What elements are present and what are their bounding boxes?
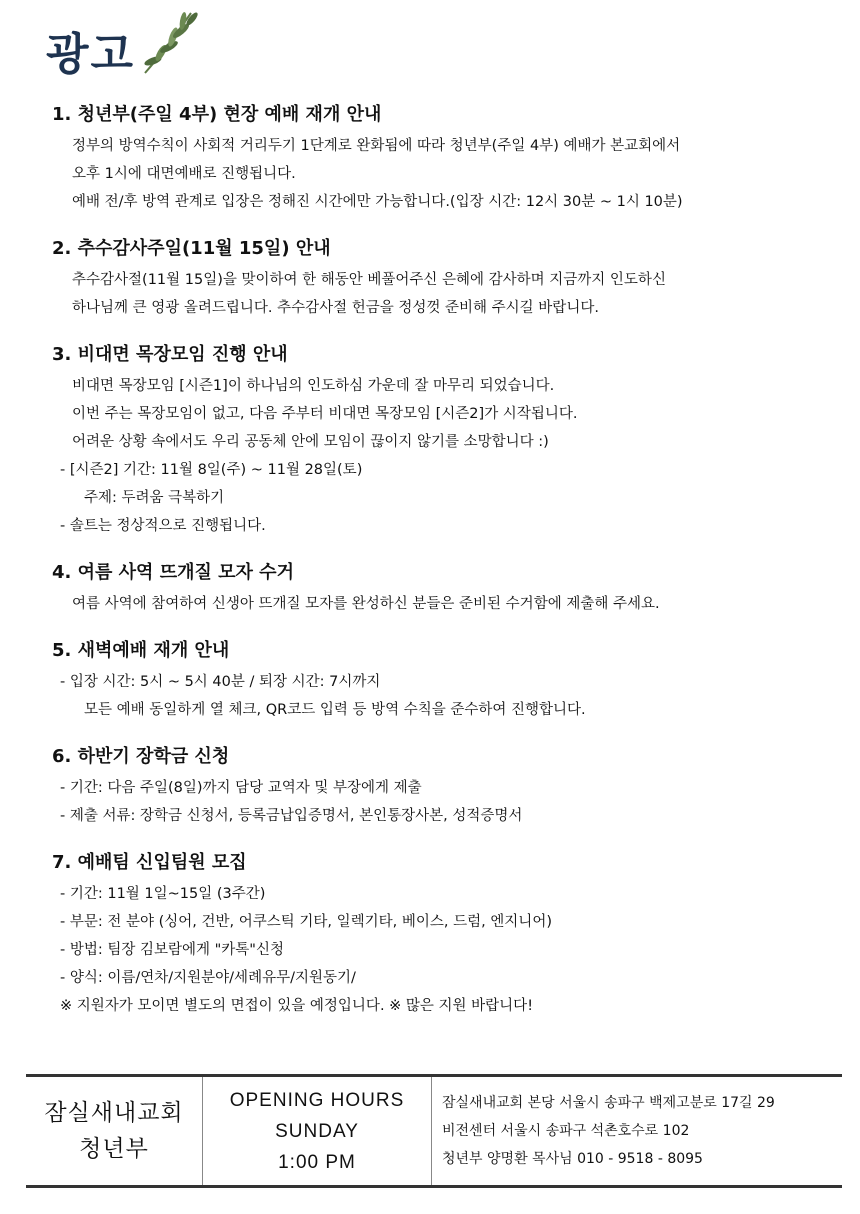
announcement-5 — [52, 636, 842, 724]
section-bullet: - [시즌2] 기간: 11월 8일(주) ~ 11월 28일(토) — [60, 462, 363, 478]
section-text: 어려운 상황 속에서도 우리 공동체 안에 모임이 끊이지 않기를 소망합니다 :) — [72, 434, 549, 450]
footer-contact — [432, 1077, 775, 1185]
contact-phone: 청년부 양명환 목사님 010 - 9518 - 8095 — [442, 1151, 703, 1167]
section-title: 1. 청년부(주일 4부) 현장 예배 재개 안내 — [52, 104, 382, 125]
section-text: 여름 사역에 참여하여 신생아 뜨개질 모자를 완성하신 분들은 준비된 수거함에 제출해 주세요. — [72, 596, 660, 612]
section-text: 이번 주는 목장모임이 없고, 다음 주부터 비대면 목장모임 [시즌2]가 시작됩니다. — [72, 406, 578, 422]
section-bullet: - 양식: 이름/연차/지원분야/세례유무/지원동기/ — [60, 970, 356, 986]
section-text: 예배 전/후 방역 관계로 입장은 정해진 시간에만 가능합니다.(입장 시간: 12시 30분 ~ 1시 10분) — [72, 194, 683, 210]
section-title: 5. 새벽예배 재개 안내 — [52, 640, 230, 661]
address-main: 잠실새내교회 본당 서울시 송파구 백제고분로 17길 29 — [442, 1095, 775, 1111]
section-title: 2. 추수감사주일(11월 15일) 안내 — [52, 238, 331, 259]
announcement-1 — [52, 100, 842, 216]
address-vision-center: 비전센터 서울시 송파구 석촌호수로 102 — [442, 1123, 690, 1139]
department-name: 청년부 — [79, 1136, 149, 1162]
announcement-2 — [52, 234, 842, 322]
section-bullet: 주제: 두려움 극복하기 — [84, 490, 225, 506]
church-name: 잠실새내교회 — [44, 1100, 184, 1126]
header — [46, 10, 203, 90]
section-note: ※ 지원자가 모이면 별도의 면접이 있을 예정입니다. ※ 많은 지원 바랍니다! — [60, 998, 534, 1014]
announcement-4 — [52, 558, 842, 618]
page-title: 광고 — [46, 29, 136, 80]
section-text: 추수감사절(11월 15일)을 맞이하여 한 해동안 베풀어주신 은혜에 감사하며 지금까지 인도하신 — [72, 272, 666, 288]
hours-time: 1:00 PM — [278, 1151, 356, 1173]
section-bullet: - 부문: 전 분야 (싱어, 건반, 어쿠스틱 기타, 일렉기타, 베이스, 드럼, 엔지니어) — [60, 914, 552, 930]
announcement-6 — [52, 742, 842, 830]
footer — [26, 1074, 842, 1188]
section-title: 3. 비대면 목장모임 진행 안내 — [52, 344, 288, 365]
section-bullet: - 입장 시간: 5시 ~ 5시 40분 / 퇴장 시간: 7시까지 — [60, 674, 381, 690]
section-text: 비대면 목장모임 [시즌1]이 하나님의 인도하심 가운데 잘 마무리 되었습니다. — [72, 378, 555, 394]
section-bullet: - 솔트는 정상적으로 진행됩니다. — [60, 518, 266, 534]
section-title: 4. 여름 사역 뜨개질 모자 수거 — [52, 562, 294, 583]
announcement-3 — [52, 340, 842, 540]
section-title: 7. 예배팀 신입팀원 모집 — [52, 852, 247, 873]
hours-day: SUNDAY — [275, 1120, 359, 1142]
announcement-7 — [52, 848, 842, 1020]
section-bullet: - 방법: 팀장 김보람에게 "카톡"신청 — [60, 942, 284, 958]
footer-hours — [203, 1077, 432, 1185]
announcement-list — [52, 100, 842, 1038]
section-bullet: - 기간: 다음 주일(8일)까지 담당 교역자 및 부장에게 제출 — [60, 780, 422, 796]
hours-title: OPENING HOURS — [229, 1089, 405, 1111]
section-bullet: - 제출 서류: 장학금 신청서, 등록금납입증명서, 본인통장사본, 성적증명서 — [60, 808, 523, 824]
leaf-branch-icon — [139, 7, 203, 79]
section-bullet: - 기간: 11월 1일~15일 (3주간) — [60, 886, 266, 902]
section-title: 6. 하반기 장학금 신청 — [52, 746, 230, 767]
section-text: 오후 1시에 대면예배로 진행됩니다. — [72, 166, 296, 182]
section-bullet: 모든 예배 동일하게 열 체크, QR코드 입력 등 방역 수칙을 준수하여 진행합니다. — [84, 702, 586, 718]
section-text: 하나님께 큰 영광 올려드립니다. 추수감사절 헌금을 정성껏 준비해 주시길 바랍니다. — [72, 300, 599, 316]
footer-church — [26, 1077, 203, 1185]
section-text: 정부의 방역수칙이 사회적 거리두기 1단계로 완화됨에 따라 청년부(주일 4부) 예배가 본교회에서 — [72, 138, 681, 154]
